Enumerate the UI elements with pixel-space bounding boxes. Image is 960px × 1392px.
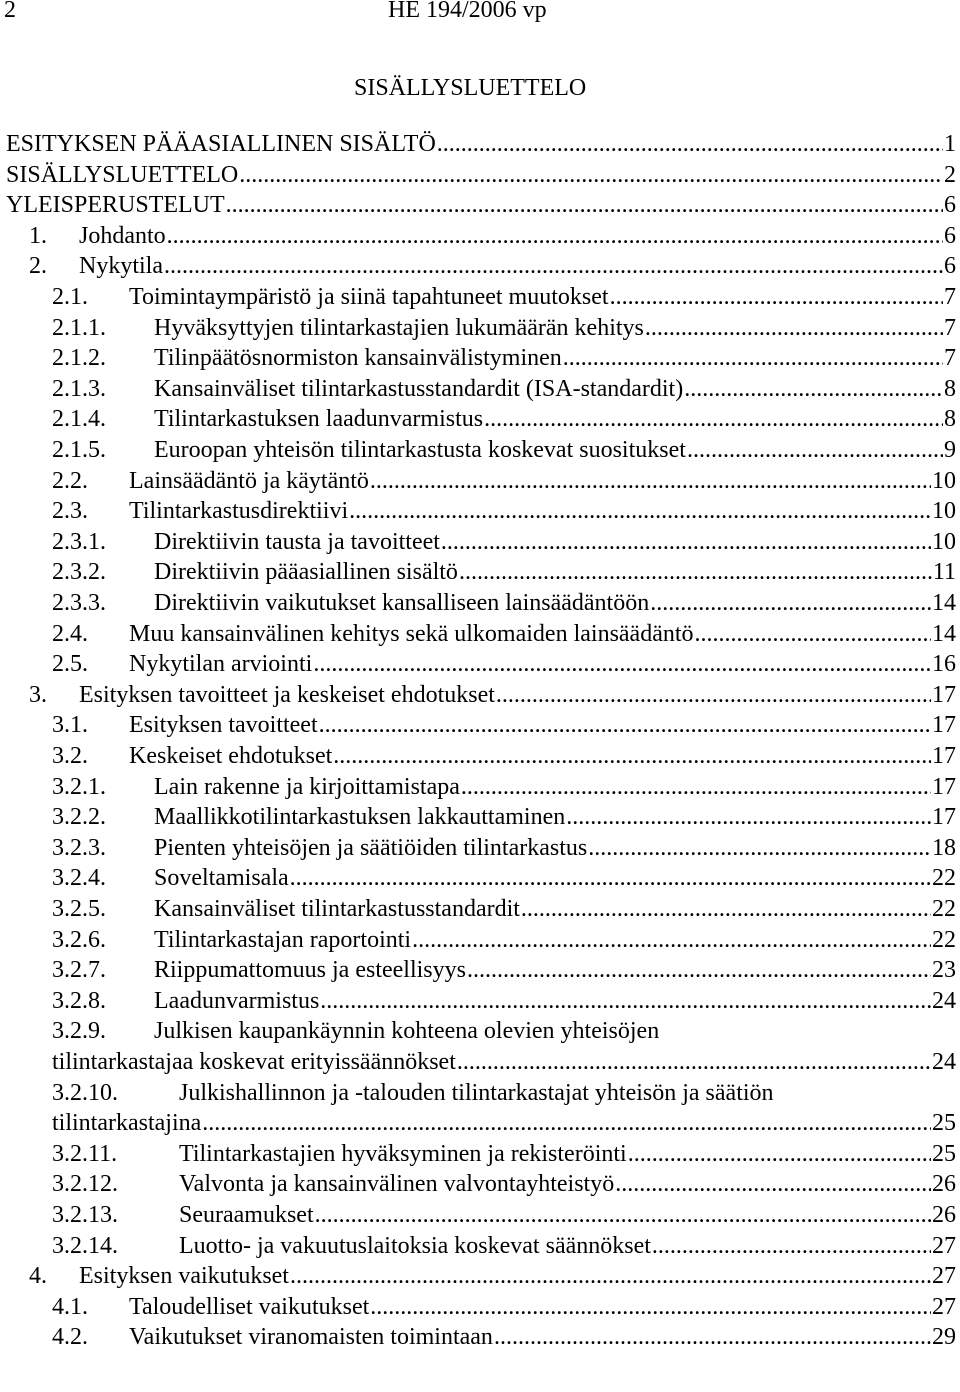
toc-entry-number: 2.1.3. [52, 375, 106, 402]
toc-entry-label: Kansainväliset tilintarkastusstandardit (ISA-standardit) [154, 375, 684, 402]
toc-entry-number: 2.4. [52, 620, 88, 647]
dot-leader [695, 619, 931, 649]
toc-entry-number: 3.2.7. [52, 957, 106, 984]
dot-leader [226, 190, 943, 220]
toc-entry-number: 3.2.2. [52, 804, 106, 831]
toc-entry[interactable] [29, 680, 956, 710]
toc-entry-label: Nykytilan arviointi [129, 651, 313, 678]
toc-entry[interactable] [52, 435, 956, 465]
toc-entry-number: 2.5. [52, 651, 88, 678]
dot-leader [494, 1322, 931, 1352]
toc-entry-page: 17 [932, 804, 956, 831]
toc-entry-number: 2.3.1. [52, 528, 106, 555]
toc-entry[interactable] [52, 313, 956, 343]
toc-entry-label: Kansainväliset tilintarkastusstandardit [154, 896, 520, 922]
toc-entry[interactable] [52, 374, 956, 404]
toc-entry-number: 3. [29, 681, 47, 708]
toc-entry-page: 8 [944, 375, 956, 402]
toc-entry-page: 17 [932, 712, 956, 739]
toc-entry-page: 24 [932, 1049, 956, 1075]
dot-leader [610, 282, 943, 312]
toc-entry-label: Lainsäädäntö ja käytäntö [129, 467, 369, 494]
dot-leader [459, 557, 932, 587]
toc-entry-number: 3.2.8. [52, 987, 106, 1014]
toc-entry[interactable] [6, 190, 956, 220]
toc-entry-label: Direktiivin tausta ja tavoitteet [154, 528, 440, 555]
toc-entry-label: Keskeiset ehdotukset [129, 743, 333, 769]
dot-leader [563, 343, 943, 373]
toc-entry[interactable] [29, 251, 956, 281]
toc-entry-number: 3.2.9. [52, 1018, 106, 1045]
dot-leader [652, 1231, 931, 1261]
toc-entry-label: Tilintarkastusdirektiivi [129, 498, 349, 525]
dot-leader [315, 1200, 931, 1230]
dot-leader [202, 1108, 931, 1138]
dot-leader [370, 1292, 931, 1322]
toc-entry[interactable] [52, 1139, 956, 1169]
toc-entry-page: 7 [944, 314, 956, 341]
toc-entry-page: 16 [932, 651, 956, 678]
toc-entry-number: 4.1. [52, 1293, 88, 1320]
toc-entry-page: 9 [944, 437, 956, 463]
toc-entry-number: 2.3.3. [52, 590, 106, 616]
toc-entry-number: 2.1.1. [52, 314, 106, 341]
toc-entry-number: 2. [29, 253, 47, 280]
toc-entry-number: 3.2.12. [52, 1171, 118, 1198]
toc-entry-page: 14 [932, 590, 956, 616]
dot-leader [684, 374, 943, 404]
toc-entry-page: 22 [932, 865, 956, 892]
toc-entry-label: Esityksen vaikutukset [79, 1263, 289, 1290]
toc-entry-page: 8 [944, 406, 956, 433]
dot-leader [164, 251, 943, 281]
toc-entry-page: 10 [932, 467, 956, 494]
toc-entry[interactable] [6, 160, 956, 190]
toc-entry-label: Taloudelliset vaikutukset [129, 1293, 370, 1320]
toc-entry[interactable] [52, 404, 956, 434]
toc-entry-page: 25 [932, 1140, 956, 1167]
toc-entry[interactable] [52, 1047, 956, 1077]
toc-entry-label: SISÄLLYSLUETTELO [6, 161, 239, 188]
toc-entry-page: 27 [932, 1232, 956, 1259]
toc-entry-number: 2.3.2. [52, 559, 106, 586]
dot-leader [333, 741, 931, 771]
toc-entry-label: Tilintarkastajien hyväksyminen ja rekisteröinti [179, 1140, 627, 1167]
toc-entry-page: 2 [944, 161, 956, 188]
toc-entry-number: 2.1.5. [52, 437, 106, 463]
toc-entry-label-continuation: tilintarkastajina [52, 1110, 202, 1137]
toc-entry[interactable] [52, 496, 956, 526]
toc-entry-label: Hyväksyttyjen tilintarkastajien lukumäärän kehitys [154, 314, 644, 341]
toc-entry[interactable] [52, 1108, 956, 1138]
toc-entry-page: 17 [932, 743, 956, 769]
toc-entry-number: 2.2. [52, 467, 88, 494]
toc-entry-number: 3.2.14. [52, 1232, 118, 1259]
toc-entry-label: Vaikutukset viranomaisten toimintaan [129, 1324, 493, 1351]
toc-entry[interactable] [52, 802, 956, 832]
toc-entry-page: 11 [932, 559, 956, 586]
toc-entry-label: Julkishallinnon ja -talouden tilintarkastajat yhteisön ja säätiön [179, 1079, 774, 1106]
toc-entry[interactable] [52, 649, 956, 679]
toc-entry-page: 10 [932, 528, 956, 555]
toc-entry-page: 26 [932, 1202, 956, 1228]
toc-entry-page: 17 [932, 681, 956, 708]
toc-entry[interactable] [52, 1231, 956, 1261]
dot-leader [457, 1047, 931, 1077]
toc-entry-number: 2.3. [52, 498, 88, 525]
dot-leader [687, 435, 943, 465]
toc-entry[interactable] [52, 710, 956, 740]
toc-entry-label: Johdanto [79, 222, 166, 249]
toc-entry[interactable] [6, 129, 956, 159]
toc-entry-label: Esityksen tavoitteet ja keskeiset ehdotukset [79, 681, 495, 708]
toc-entry-label: Toimintaympäristö ja siinä tapahtuneet muutokset [129, 284, 609, 310]
toc-entry-page: 6 [944, 192, 956, 219]
toc-entry-number: 1. [29, 222, 47, 249]
toc-entry[interactable] [52, 741, 956, 771]
toc-entry-page: 23 [932, 957, 956, 984]
toc-entry-label: Laadunvarmistus [154, 987, 320, 1014]
toc-entry[interactable] [52, 282, 956, 312]
toc-entry-label: Lain rakenne ja kirjoittamistapa [154, 773, 460, 800]
toc-entry-number: 2.1. [52, 284, 88, 310]
dot-leader [349, 496, 931, 526]
dot-leader [167, 221, 943, 251]
toc-entry-label: Direktiivin pääasiallinen sisältö [154, 559, 458, 586]
toc-entry[interactable] [52, 527, 956, 557]
toc-entry-page: 1 [944, 131, 956, 157]
dot-leader [628, 1139, 931, 1169]
toc-entry-number: 3.2.11. [52, 1140, 118, 1167]
toc-entry-number: 3.2.10. [52, 1079, 118, 1106]
toc-entry[interactable] [52, 343, 956, 373]
dot-leader [441, 527, 931, 557]
toc-entry-number: 3.2.1. [52, 773, 106, 800]
toc-entry-page: 29 [932, 1324, 956, 1351]
toc-entry-number: 2.1.2. [52, 345, 106, 372]
toc-entry-label: ESITYKSEN PÄÄASIALLINEN SISÄLTÖ [6, 131, 436, 157]
dot-leader [645, 313, 943, 343]
toc-entry[interactable] [52, 1292, 956, 1322]
toc-entry[interactable] [52, 894, 956, 924]
toc-entry[interactable] [52, 619, 956, 649]
toc-entry-label: Direktiivin vaikutukset kansalliseen lainsäädäntöön [154, 590, 650, 616]
toc-entry-page: 18 [932, 834, 956, 861]
toc-entry-label: Tilinpäätösnormiston kansainvälistyminen [154, 345, 562, 372]
toc-entry-page: 22 [932, 926, 956, 953]
toc-entry-number: 4.2. [52, 1324, 88, 1351]
dot-leader [412, 925, 931, 955]
toc-entry-label: Nykytila [79, 253, 163, 280]
toc-entry-number: 2.1.4. [52, 406, 106, 433]
dot-leader [484, 404, 943, 434]
toc-entry-number: 3.2.4. [52, 865, 106, 892]
toc-entry[interactable] [29, 221, 956, 251]
toc-entry-page: 24 [932, 987, 956, 1014]
toc-entry[interactable] [52, 466, 956, 496]
page-number: 2 [4, 0, 16, 23]
toc-entry-page: 27 [932, 1263, 956, 1290]
toc-entry-label: Luotto- ja vakuutuslaitoksia koskevat säännökset [179, 1232, 651, 1259]
toc-entry-label: Riippumattomuus ja esteellisyys [154, 957, 466, 984]
toc-entry-page: 22 [932, 896, 956, 922]
toc-entry-number: 3.1. [52, 712, 88, 739]
toc-entry-heading [52, 1078, 774, 1108]
toc-entry[interactable] [52, 1169, 956, 1199]
dot-leader [650, 588, 931, 618]
toc-title: SISÄLLYSLUETTELO [354, 75, 587, 101]
toc-entry[interactable] [29, 1261, 956, 1291]
toc-entry-number: 3.2.6. [52, 926, 106, 953]
running-header: HE 194/2006 vp [388, 0, 547, 23]
toc-entry-page: 6 [944, 222, 956, 249]
toc-entry-number: 3.2.5. [52, 896, 106, 922]
toc-entry[interactable] [52, 925, 956, 955]
toc-entry-page: 25 [932, 1110, 956, 1137]
toc-entry-page: 6 [944, 253, 956, 280]
toc-entry[interactable] [52, 986, 956, 1016]
toc-entry-label: Maallikkotilintarkastuksen lakkauttaminen [154, 804, 566, 831]
toc-entry-page: 14 [932, 620, 956, 647]
toc-entry-label: Julkisen kaupankäynnin kohteena olevien yhteisöjen [154, 1018, 660, 1045]
dot-leader [313, 649, 931, 679]
toc-entry-page: 26 [932, 1171, 956, 1198]
toc-entry-label: Esityksen tavoitteet [129, 712, 318, 739]
dot-leader [239, 160, 943, 190]
toc-entry-page: 10 [932, 498, 956, 525]
toc-entry[interactable] [52, 955, 956, 985]
toc-entry[interactable] [52, 557, 956, 587]
toc-entry-label: Soveltamisala [154, 865, 289, 892]
dot-leader [370, 466, 931, 496]
dot-leader [437, 129, 943, 159]
toc-entry-page: 27 [932, 1293, 956, 1320]
dot-leader [319, 710, 931, 740]
toc-entry-label: YLEISPERUSTELUT [6, 192, 225, 219]
dot-leader [290, 863, 931, 893]
toc-entry[interactable] [52, 1322, 956, 1352]
dot-leader [566, 802, 931, 832]
dot-leader [521, 894, 931, 924]
toc-entry-label: Seuraamukset [179, 1202, 314, 1228]
dot-leader [461, 772, 931, 802]
dot-leader [588, 833, 931, 863]
dot-leader [496, 680, 931, 710]
toc-entry-heading [52, 1016, 659, 1046]
toc-entry-label: Pienten yhteisöjen ja säätiöiden tilintarkastus [154, 834, 588, 861]
toc-entry-label: Tilintarkastuksen laadunvarmistus [154, 406, 484, 433]
toc-entry-label: Tilintarkastajan raportointi [154, 926, 412, 953]
toc-entry[interactable] [52, 863, 956, 893]
toc-entry[interactable] [52, 588, 956, 618]
toc-entry-page: 17 [932, 773, 956, 800]
dot-leader [467, 955, 931, 985]
toc-entry-label: Euroopan yhteisön tilintarkastusta koskevat suositukset [154, 437, 686, 463]
toc-entry-label: Valvonta ja kansainvälinen valvontayhteistyö [179, 1171, 615, 1198]
toc-entry-page: 7 [944, 284, 956, 310]
toc-entry-number: 3.2.3. [52, 834, 106, 861]
dot-leader [290, 1261, 931, 1291]
toc-entry-label: Muu kansainvälinen kehitys sekä ulkomaiden lainsäädäntö [129, 620, 694, 647]
toc-entry-number: 3.2.13. [52, 1202, 118, 1228]
toc-entry[interactable] [52, 772, 956, 802]
toc-entry-number: 4. [29, 1263, 47, 1290]
toc-entry-number: 3.2. [52, 743, 88, 769]
toc-entry[interactable] [52, 1200, 956, 1230]
dot-leader [320, 986, 931, 1016]
dot-leader [615, 1169, 931, 1199]
toc-entry[interactable] [52, 833, 956, 863]
toc-entry-label-continuation: tilintarkastajaa koskevat erityissäännökset [52, 1049, 456, 1075]
toc-entry-page: 7 [944, 345, 956, 372]
